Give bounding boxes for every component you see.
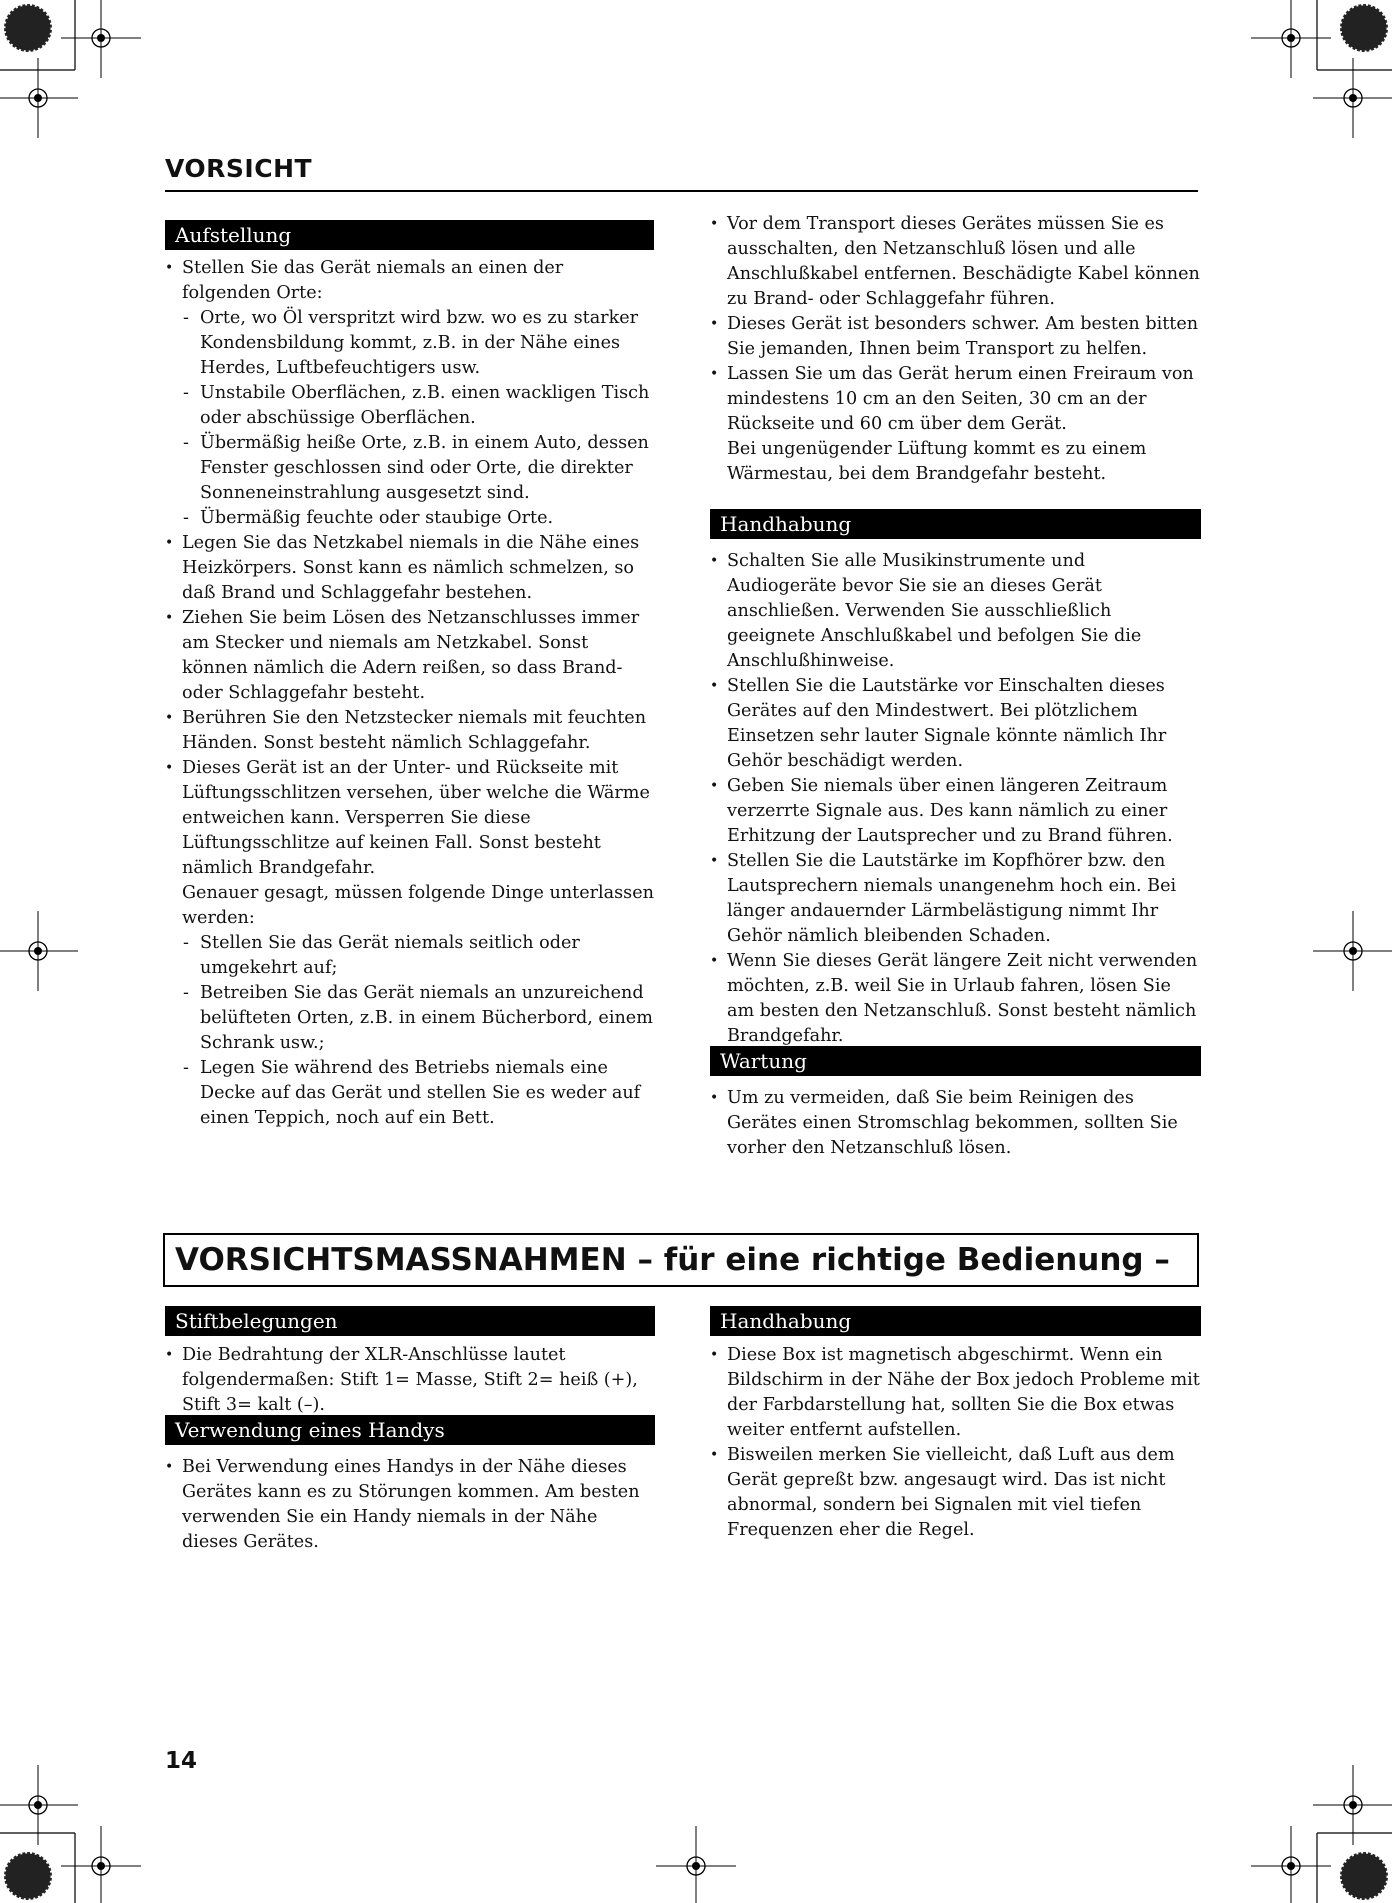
section-heading-wartung: Wartung	[710, 1046, 1201, 1076]
sub-list	[182, 931, 655, 1131]
header-divider	[165, 190, 1198, 192]
list-item: • Vor dem Transport dieses Gerätes müssen Sie es ausschalten, den Netzanschluß lösen und alle Anschlußkabel entfernen. Beschädigte Kabel können zu Brand- oder Schlaggefahr führen.	[710, 212, 1200, 312]
stiftbelegungen-list	[165, 1343, 655, 1418]
list-item: • Bisweilen merken Sie vielleicht, daß Luft aus dem Gerät gepreßt bzw. angesaugt wird. Das ist nicht abnormal, sondern bei Signalen mit viel tiefen Frequenzen eher die Regel.	[710, 1443, 1200, 1543]
list-item: • Wenn Sie dieses Gerät längere Zeit nicht verwenden möchten, z.B. weil Sie in Urlaub fahren, lösen Sie am besten den Netzanschluß. Sonst besteht nämlich Brandgefahr.	[710, 949, 1200, 1049]
list-item: • Stellen Sie die Lautstärke im Kopfhörer bzw. den Lautsprechern niemals unangenehm hoch ein. Bei länger andauernder Lärmbelästigung nimmt Ihr Gehör nämlich bleibenden Schaden.	[710, 849, 1200, 949]
section-heading-stiftbelegungen: Stiftbelegungen	[165, 1306, 655, 1336]
list-item: • Geben Sie niemals über einen längeren Zeitraum verzerrte Signale aus. Des kann nämlich zu einer Erhitzung der Lautsprecher und zu Brand führen.	[710, 774, 1200, 849]
list-item-extra: Genauer gesagt, müssen folgende Dinge unterlassen werden:	[182, 883, 654, 928]
list-item: • Ziehen Sie beim Lösen des Netzanschlusses immer am Stecker und niemals am Netzkabel. Sonst können nämlich die Adern reißen, so dass Brand- oder Schlaggefahr besteht.	[165, 606, 655, 706]
sub-list-item: - Übermäßig heiße Orte, z.B. in einem Auto, dessen Fenster geschlossen sind oder Orte, die direkter Sonneneinstrahlung ausgesetzt sind.	[182, 431, 655, 506]
list-item	[165, 756, 655, 1131]
section-heading-aufstellung: Aufstellung	[165, 220, 654, 250]
section-heading-handhabung-2: Handhabung	[710, 1306, 1201, 1336]
list-item: • Dieses Gerät ist besonders schwer. Am besten bitten Sie jemanden, Ihnen beim Transport zu helfen.	[710, 312, 1200, 362]
list-item-text: Dieses Gerät ist an der Unter- und Rückseite mit Lüftungsschlitzen versehen, über welche die Wärme entweichen kann. Versperren Sie diese Lüftungsschlitze auf keinen Fall. Sonst besteht nämlich Brandgefahr.	[182, 758, 650, 878]
list-item: • Berühren Sie den Netzstecker niemals mit feuchten Händen. Sonst besteht nämlich Schlaggefahr.	[165, 706, 655, 756]
list-item: • Legen Sie das Netzkabel niemals in die Nähe eines Heizkörpers. Sonst kann es nämlich schmelzen, so daß Brand und Schlaggefahr bestehen.	[165, 531, 655, 606]
wartung-list	[710, 1086, 1200, 1161]
sub-list-item: - Stellen Sie das Gerät niemals seitlich oder umgekehrt auf;	[182, 931, 655, 981]
list-item-text: Stellen Sie das Gerät niemals an einen der folgenden Orte:	[182, 258, 564, 303]
list-item: • Stellen Sie die Lautstärke vor Einschalten dieses Gerätes auf den Mindestwert. Bei plötzlichem Einsetzen sehr lauter Signale könnte nämlich Ihr Gehör beschädigt werden.	[710, 674, 1200, 774]
page-title: VORSICHT	[165, 154, 313, 183]
list-item: • Die Bedrahtung der XLR-Anschlüsse lautet folgendermaßen: Stift 1= Masse, Stift 2= heiß (+), Stift 3= kalt (–).	[165, 1343, 655, 1418]
sub-list-item: - Unstabile Oberflächen, z.B. einen wackligen Tisch oder abschüssige Oberflächen.	[182, 381, 655, 431]
aufstellung-list	[165, 256, 655, 1131]
list-item-text: Lassen Sie um das Gerät herum einen Freiraum von mindestens 10 cm an den Seiten, 30 cm an der Rückseite und 60 cm über dem Gerät.	[727, 364, 1194, 434]
precautions-title: VORSICHTSMASSNAHMEN – für eine richtige Bedienung –	[163, 1233, 1199, 1287]
section-heading-handy: Verwendung eines Handys	[165, 1415, 655, 1445]
list-item	[165, 256, 655, 531]
transport-list	[710, 212, 1200, 487]
list-item	[710, 362, 1200, 487]
handy-list	[165, 1455, 655, 1555]
sub-list-item: - Übermäßig feuchte oder staubige Orte.	[182, 506, 655, 531]
sub-list	[182, 306, 655, 531]
list-item: • Um zu vermeiden, daß Sie beim Reinigen des Gerätes einen Stromschlag bekommen, sollten Sie vorher den Netzanschluß lösen.	[710, 1086, 1200, 1161]
handhabung-2-list	[710, 1343, 1200, 1543]
handhabung-list	[710, 549, 1200, 1049]
sub-list-item: - Orte, wo Öl verspritzt wird bzw. wo es zu starker Kondensbildung kommt, z.B. in der Nähe eines Herdes, Luftbefeuchtigers usw.	[182, 306, 655, 381]
page-number: 14	[165, 1748, 198, 1774]
sub-list-item: - Legen Sie während des Betriebs niemals eine Decke auf das Gerät und stellen Sie es weder auf einen Teppich, noch auf ein Bett.	[182, 1056, 655, 1131]
list-item-extra: Bei ungenügender Lüftung kommt es zu einem Wärmestau, bei dem Brandgefahr besteht.	[727, 439, 1147, 484]
list-item: • Bei Verwendung eines Handys in der Nähe dieses Gerätes kann es zu Störungen kommen. Am besten verwenden Sie ein Handy niemals in der Nähe dieses Gerätes.	[165, 1455, 655, 1555]
list-item: • Schalten Sie alle Musikinstrumente und Audiogeräte bevor Sie sie an dieses Gerät anschließen. Verwenden Sie ausschließlich geeignete Anschlußkabel und befolgen Sie die Anschlußhinweise.	[710, 549, 1200, 674]
list-item: • Diese Box ist magnetisch abgeschirmt. Wenn ein Bildschirm in der Nähe der Box jedoch Probleme mit der Farbdarstellung hat, sollten Sie die Box etwas weiter entfernt aufstellen.	[710, 1343, 1200, 1443]
sub-list-item: - Betreiben Sie das Gerät niemals an unzureichend belüfteten Orten, z.B. in einem Bücherbord, einem Schrank usw.;	[182, 981, 655, 1056]
section-heading-handhabung: Handhabung	[710, 509, 1201, 539]
